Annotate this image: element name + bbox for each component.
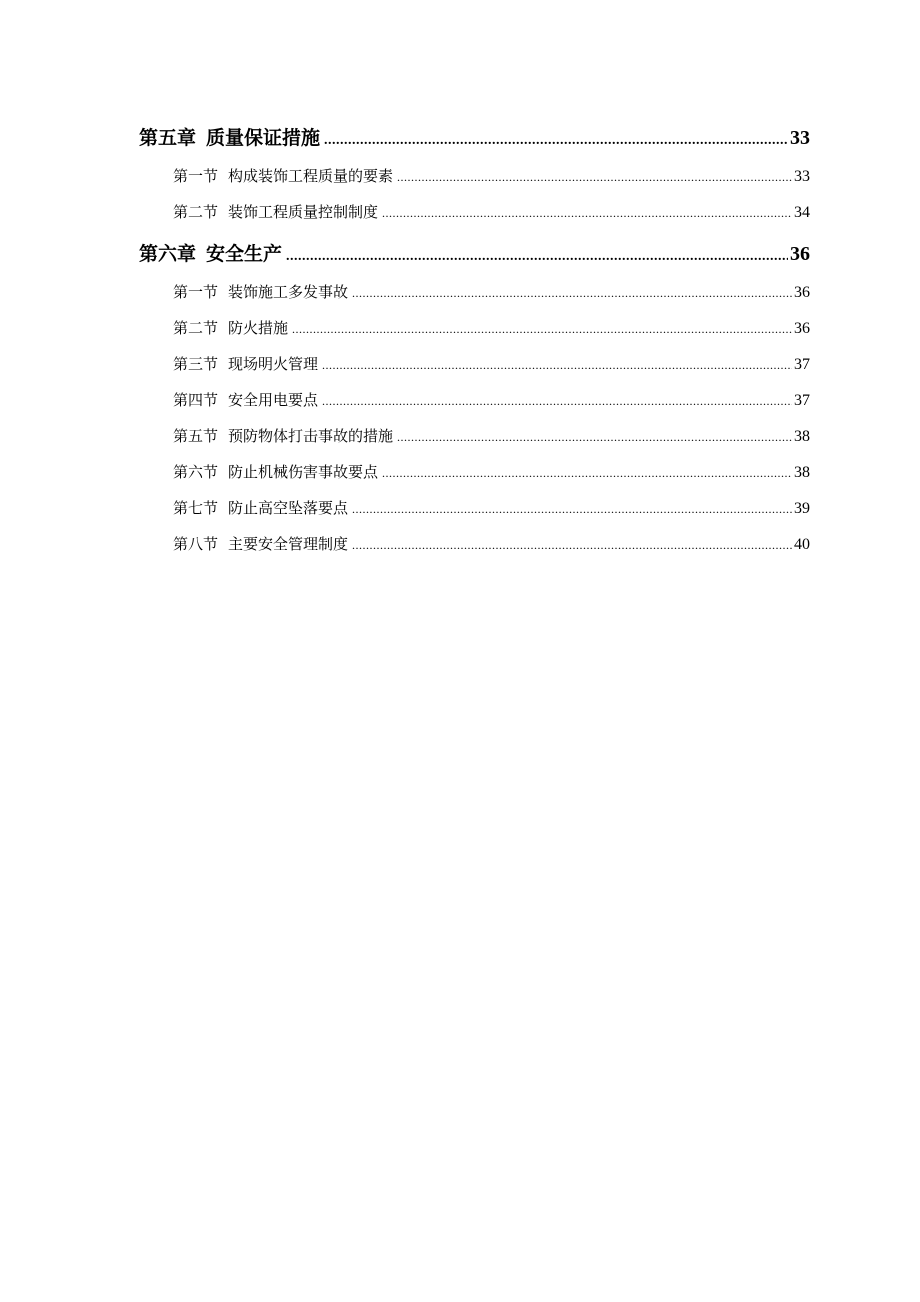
section-heading (173, 418, 393, 454)
section-title: 装饰施工多发事故 (228, 283, 349, 301)
section-number: 第一节 (173, 283, 219, 301)
toc-section[interactable] (139, 310, 810, 346)
section-number: 第三节 (173, 355, 219, 373)
section-title: 防止机械伤害事故要点 (228, 463, 379, 481)
toc-chapter-5[interactable] (139, 118, 810, 158)
section-title: 主要安全管理制度 (228, 535, 349, 553)
dot-leader (382, 195, 792, 231)
chapter-title: 质量保证措施 (206, 127, 321, 149)
section-heading (173, 194, 378, 230)
section-title: 安全用电要点 (228, 391, 319, 409)
section-heading (173, 158, 393, 194)
page-number: 39 (794, 500, 810, 517)
section-number: 第六节 (173, 463, 219, 481)
section-title: 预防物体打击事故的措施 (228, 427, 394, 445)
dot-leader (352, 275, 792, 311)
page-number: 40 (794, 536, 810, 553)
section-number: 第二节 (173, 203, 219, 221)
page-number: 36 (794, 284, 810, 301)
chapter-number: 第六章 (139, 243, 197, 265)
page-number: 36 (794, 320, 810, 337)
section-heading (173, 346, 318, 382)
page-number: 33 (794, 168, 810, 185)
dot-leader (352, 491, 792, 527)
chapter-heading (139, 234, 282, 274)
toc-section[interactable] (139, 346, 810, 382)
section-number: 第四节 (173, 391, 219, 409)
dot-leader (397, 159, 792, 195)
section-heading (173, 382, 318, 418)
toc-section[interactable] (139, 382, 810, 418)
dot-leader (324, 121, 788, 161)
page-number: 37 (794, 392, 810, 409)
toc-section[interactable] (139, 418, 810, 454)
toc-section[interactable] (139, 274, 810, 310)
section-number: 第二节 (173, 319, 219, 337)
section-number: 第一节 (173, 167, 219, 185)
dot-leader (322, 347, 792, 383)
section-number: 第八节 (173, 535, 219, 553)
dot-leader (382, 455, 792, 491)
page-number: 33 (790, 127, 810, 149)
section-heading (173, 310, 288, 346)
dot-leader (292, 311, 792, 347)
section-number: 第五节 (173, 427, 219, 445)
dot-leader (352, 527, 792, 563)
chapter-title: 安全生产 (206, 243, 283, 265)
toc-chapter-6[interactable] (139, 234, 810, 274)
section-title: 现场明火管理 (228, 355, 319, 373)
section-title: 构成装饰工程质量的要素 (228, 167, 394, 185)
toc-section[interactable] (139, 454, 810, 490)
section-title: 防火措施 (228, 319, 289, 337)
section-heading (173, 274, 348, 310)
page-number: 34 (794, 204, 810, 221)
section-number: 第七节 (173, 499, 219, 517)
dot-leader (322, 383, 792, 419)
section-heading (173, 526, 348, 562)
page-number: 37 (794, 356, 810, 373)
section-title: 防止高空坠落要点 (228, 499, 349, 517)
dot-leader (286, 237, 788, 277)
page-number: 38 (794, 428, 810, 445)
section-heading (173, 454, 378, 490)
section-title: 装饰工程质量控制制度 (228, 203, 379, 221)
toc-section[interactable] (139, 490, 810, 526)
chapter-number: 第五章 (139, 127, 197, 149)
toc-section[interactable] (139, 194, 810, 230)
table-of-contents (139, 118, 810, 562)
chapter-heading (139, 118, 320, 158)
page-number: 38 (794, 464, 810, 481)
toc-section[interactable] (139, 158, 810, 194)
toc-section[interactable] (139, 526, 810, 562)
section-heading (173, 490, 348, 526)
dot-leader (397, 419, 792, 455)
page-number: 36 (790, 243, 810, 265)
